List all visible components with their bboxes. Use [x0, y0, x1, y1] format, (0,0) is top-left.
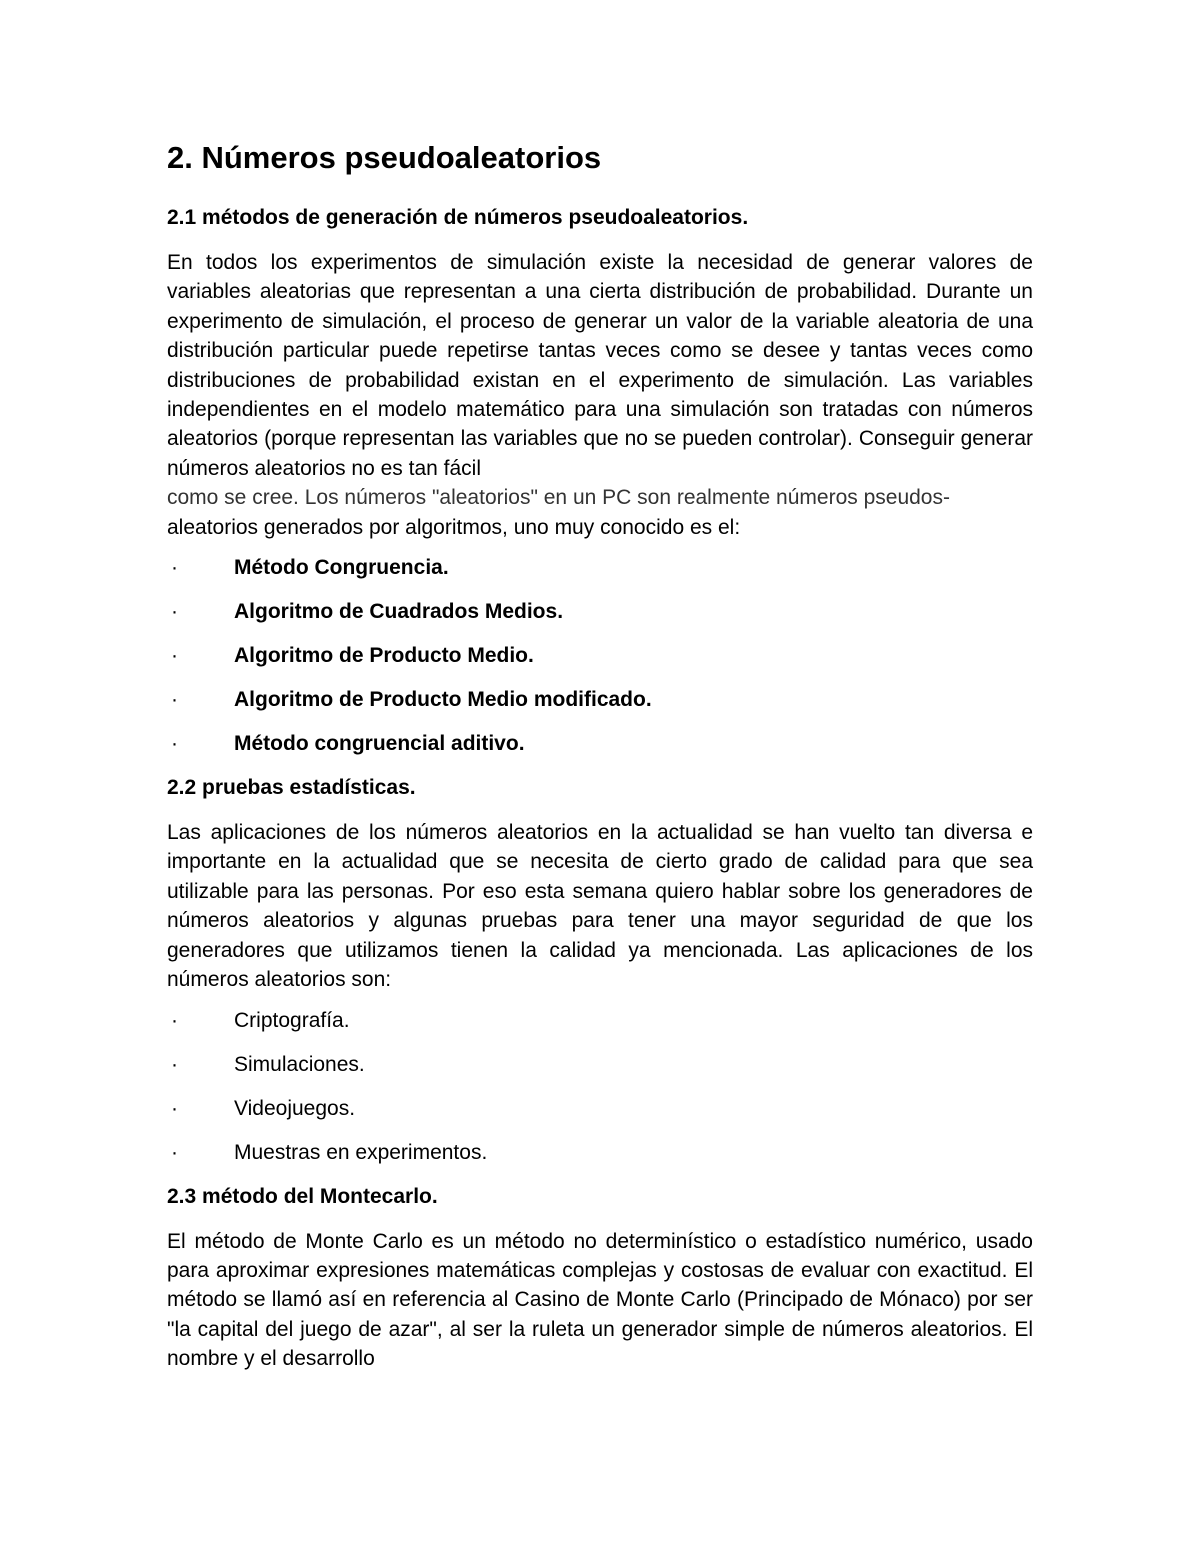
section-2-title: 2.2 pruebas estadísticas.: [167, 776, 416, 800]
document-page: [167, 138, 1033, 1386]
section-1-paragraph-b: como se cree. Los números "aleatorios" en un PC son realmente números pseudos-: [167, 486, 950, 510]
bullet-dot: ·: [171, 644, 178, 668]
list-item: [167, 598, 1033, 626]
list-item: [167, 1051, 1033, 1079]
bullet-dot: ·: [171, 688, 178, 712]
bullet-dot: ·: [171, 732, 178, 756]
bullet-dot: ·: [171, 1096, 178, 1120]
methods-list: [167, 554, 1033, 758]
method-item-text: Algoritmo de Cuadrados Medios.: [234, 600, 564, 624]
bullet-dot: ·: [171, 600, 178, 624]
section-1-paragraph: [167, 248, 1033, 542]
list-item: [167, 1007, 1033, 1035]
section-3-paragraph: El método de Monte Carlo es un método no determinístico o estadístico numérico, usado para aproximar expresiones matemáticas complejas y costosas de evaluar con exactitud. El método se llamó así en referencia al Casino de Monte Carlo (Principado de Mónaco) por ser "la capital del juego de azar", al ser la ruleta un generador simple de números aleatorios. El nombre y el desarrollo: [167, 1229, 1033, 1371]
section-1-title: 2.1 métodos de generación de números pseudoaleatorios.: [167, 206, 749, 229]
section-3-title: 2.3 método del Montecarlo.: [167, 1184, 438, 1208]
bullet-dot: ·: [171, 1008, 178, 1032]
method-item-text: Método congruencial aditivo.: [234, 732, 525, 756]
method-item-text: Método Congruencia.: [234, 556, 449, 580]
applications-list: [167, 1007, 1033, 1167]
application-item-text: Muestras en experimentos.: [234, 1140, 488, 1164]
application-item-text: Simulaciones.: [234, 1052, 365, 1076]
list-item: [167, 730, 1033, 758]
bullet-dot: ·: [171, 556, 178, 580]
method-item-text: Algoritmo de Producto Medio modificado.: [234, 688, 652, 712]
list-item: [167, 1095, 1033, 1123]
list-item: [167, 1139, 1033, 1167]
section-1-paragraph-c: aleatorios generados por algoritmos, uno muy conocido es el:: [167, 515, 741, 539]
method-item-text: Algoritmo de Producto Medio.: [234, 644, 534, 668]
bullet-dot: ·: [171, 1140, 178, 1164]
application-item-text: Criptografía.: [234, 1008, 350, 1032]
list-item: [167, 554, 1033, 582]
bullet-dot: ·: [171, 1052, 178, 1076]
application-item-text: Videojuegos.: [234, 1096, 356, 1120]
page-title: 2. Números pseudoaleatorios: [167, 140, 602, 175]
section-1-paragraph-a: En todos los experimentos de simulación existe la necesidad de generar valores de variables aleatorias que representan a una cierta distribución de probabilidad. Durante un experimento de simulación, el proceso de generar un valor de la variable aleatoria de una distribución particular puede repetirse tantas veces como se desee y tantas veces como distribuciones de probabilidad existan en el experimento de simulación. Las variables independientes en el modelo matemático para una simulación son tratadas con números aleatorios (porque representan las variables que no se pueden controlar). Conseguir generar números aleatorios no es tan fácil: [167, 251, 1033, 480]
list-item: [167, 642, 1033, 670]
section-2-paragraph: Las aplicaciones de los números aleatorios en la actualidad se han vuelto tan diversa e importante en la actualidad que se necesita de cierto grado de calidad para que sea utilizable para las personas. Por eso esta semana quiero hablar sobre los generadores de números aleatorios y algunas pruebas para tener una mayor seguridad de que los generadores que utilizamos tienen la calidad ya mencionada. Las aplicaciones de los números aleatorios son:: [167, 821, 1033, 992]
list-item: [167, 686, 1033, 714]
